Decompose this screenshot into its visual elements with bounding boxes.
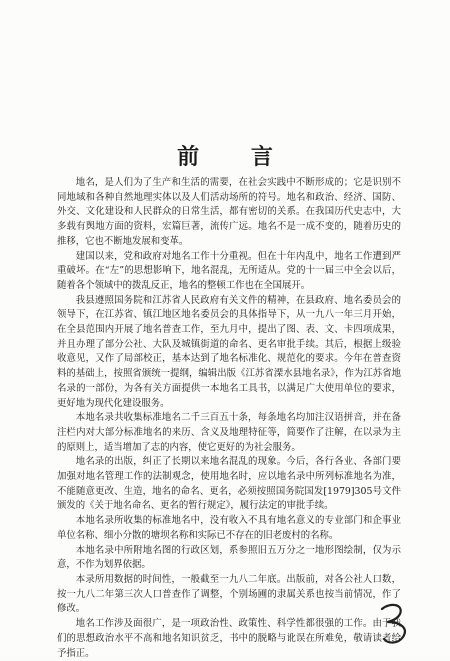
preface-body <box>57 176 401 661</box>
page-title: 前 言 <box>177 144 295 170</box>
paragraph: 本地名录所收集的标准地名中，没有收入不具有地名意义的专业部门和企事业单位名称、细小分散的塘坝名称和实际已不存在的旧老废村的名称。 <box>57 515 401 541</box>
paragraph: 建国以来，党和政府对地名工作十分重视。但在十年内乱中，地名工作遭到严重破坏。在“左”的思想影响下，地名混乱，无所适从。党的十一届三中全会以后，随着各个领域中的拨乱反正，地名的整顿工作也在全国展开。 <box>57 250 401 291</box>
paragraph: 本地名录中所附地名图的行政区划，系参照旧五万分之一地形图绘制，仅为示意，不作为划界依据。 <box>57 544 401 571</box>
paragraph: 我县遵照国务院和江苏省人民政府有关文件的精神，在县政府、地名委员会的领导下，在江苏省、镇江地区地名委员会的具体指导下，从一九八一年三月开始，在全县范围内开展了地名普查工作，至九月中，提出了图、表、文、卡四项成果，并且办理了部分公社、大队及城镇街道的命名、更名审批手续。其后，根据上级验收意见，又作了局部校正，基本达到了地名标准化、规范化的要求。今年在普查资料的基础上，按照省颁统一提纲，编辑出版《江苏省溧水县地名录》，作为江苏省地名录的一部份，为各有关方面提供一本地名工具书，以满足广大使用单位的要求，更好地为现代化建设服务。 <box>57 294 401 409</box>
paragraph: 地名工作涉及面很广，是一项政治性、政策性、科学性都很强的工作。由于我们的思想政治水平不高和地名知识贫乏，书中的脱略与讹误在所难免，敬请读者给予指正。 <box>57 618 401 659</box>
handwritten-page-number <box>376 600 416 646</box>
paragraph: 本录所用数据的时间性，一般截至一九八二年底。出版前，对各公社人口数，按一九八二年第三次人口普查作了调整，个别场圃的隶属关系也按当前情况，作了修改。 <box>57 573 401 615</box>
paragraph: 地名录的出版，纠正了长期以来地名混乱的现象。今后，各行各业、各部门要加强对地名管理工作的法制观念，使用地名时，应以地名录中所列标准地名为准，不能随意更改、生造，地名的命名、更名，必须按照国务院国发[1979]305号文件颁发的《关于地名命名、更名的暂行规定》，履行法定的审批手续。 <box>57 456 401 512</box>
paragraph: 本地名录共收集标准地名二千三百五十条，每条地名均加注汉语拼音，并在备注栏内对大部分标准地名的来历、含义及地理特征等，简要作了注解，在以录为主的原则上，适当增加了志的内容，使它更好的为社会服务。 <box>57 412 401 453</box>
paragraph: 地名，是人们为了生产和生活的需要，在社会实践中不断形成的；它是识别不同地域和各种自然地理实体以及人们活动场所的符号。地名和政治、经济、国防、外交、文化建设和人民群众的日常生活，都有密切的关系。在我国历代史志中，大多载有舆地方面的资料，宏篇巨著，流传广远。地名不是一成不变的，随着历史的推移，它也不断地发展和变革。 <box>57 177 401 247</box>
